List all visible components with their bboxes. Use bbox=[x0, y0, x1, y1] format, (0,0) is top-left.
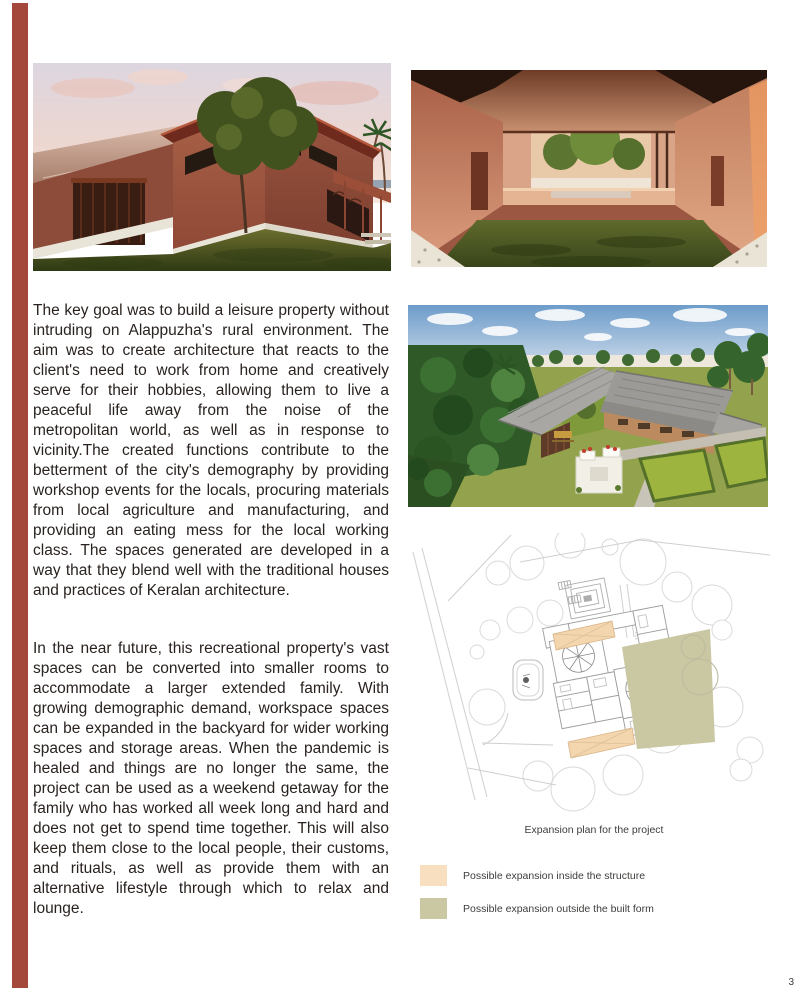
expansion-plan-drawing bbox=[408, 533, 800, 821]
legend-label-inside: Possible expansion inside the structure bbox=[463, 870, 646, 882]
body-paragraph-1: The key goal was to build a leisure property without intruding on Alappuzha's rural environment. The aim was to create architecture that reacts to the client's need to work from home and creatively serve for their hobbies, allowing them to live a peaceful life away from the noise of the metropolitan world, as well as in response to vicinity.The created functions contribute to the betterment of the city's demography by providing workshop events for the locals, procuring materials from local agriculture and manufacturing, and providing an eating mess for the local working class. The spaces generated are developed in a way that they blend well with the traditional houses and practices of Keralan architecture. bbox=[33, 302, 389, 599]
legend-swatch-inside bbox=[420, 865, 447, 886]
body-paragraph-2: In the near future, this recreational property's vast spaces can be converted into smaller rooms to accommodate a larger extended family. With growing demographic demand, workspace spaces can be expanded in the backyard for wider working spaces and storage areas. When the pandemic is healed and things are no longer the same, the project can be used as a weekend getaway for the family who has worked all week long and hard and does not get to spend time together. This will also keep them close to the local people, their customs, and rituals, as well as provide them with an alternative lifestyle through which to relax and lounge. bbox=[33, 640, 389, 917]
render-exterior-image bbox=[33, 63, 391, 271]
render-aerial-image bbox=[408, 305, 768, 507]
render-courtyard-image bbox=[411, 70, 767, 267]
plan-caption: Expansion plan for the project bbox=[524, 824, 664, 836]
page-number: 3 bbox=[788, 977, 794, 988]
site-plan-illustration bbox=[408, 533, 800, 821]
aerial-illustration bbox=[408, 305, 768, 507]
accent-bar bbox=[12, 3, 28, 988]
legend-swatch-outside bbox=[420, 898, 447, 919]
plan-expansion-outside bbox=[622, 629, 715, 749]
courtyard-illustration bbox=[411, 70, 767, 267]
legend-label-outside: Possible expansion outside the built form bbox=[463, 903, 654, 915]
exterior-illustration bbox=[33, 63, 391, 271]
